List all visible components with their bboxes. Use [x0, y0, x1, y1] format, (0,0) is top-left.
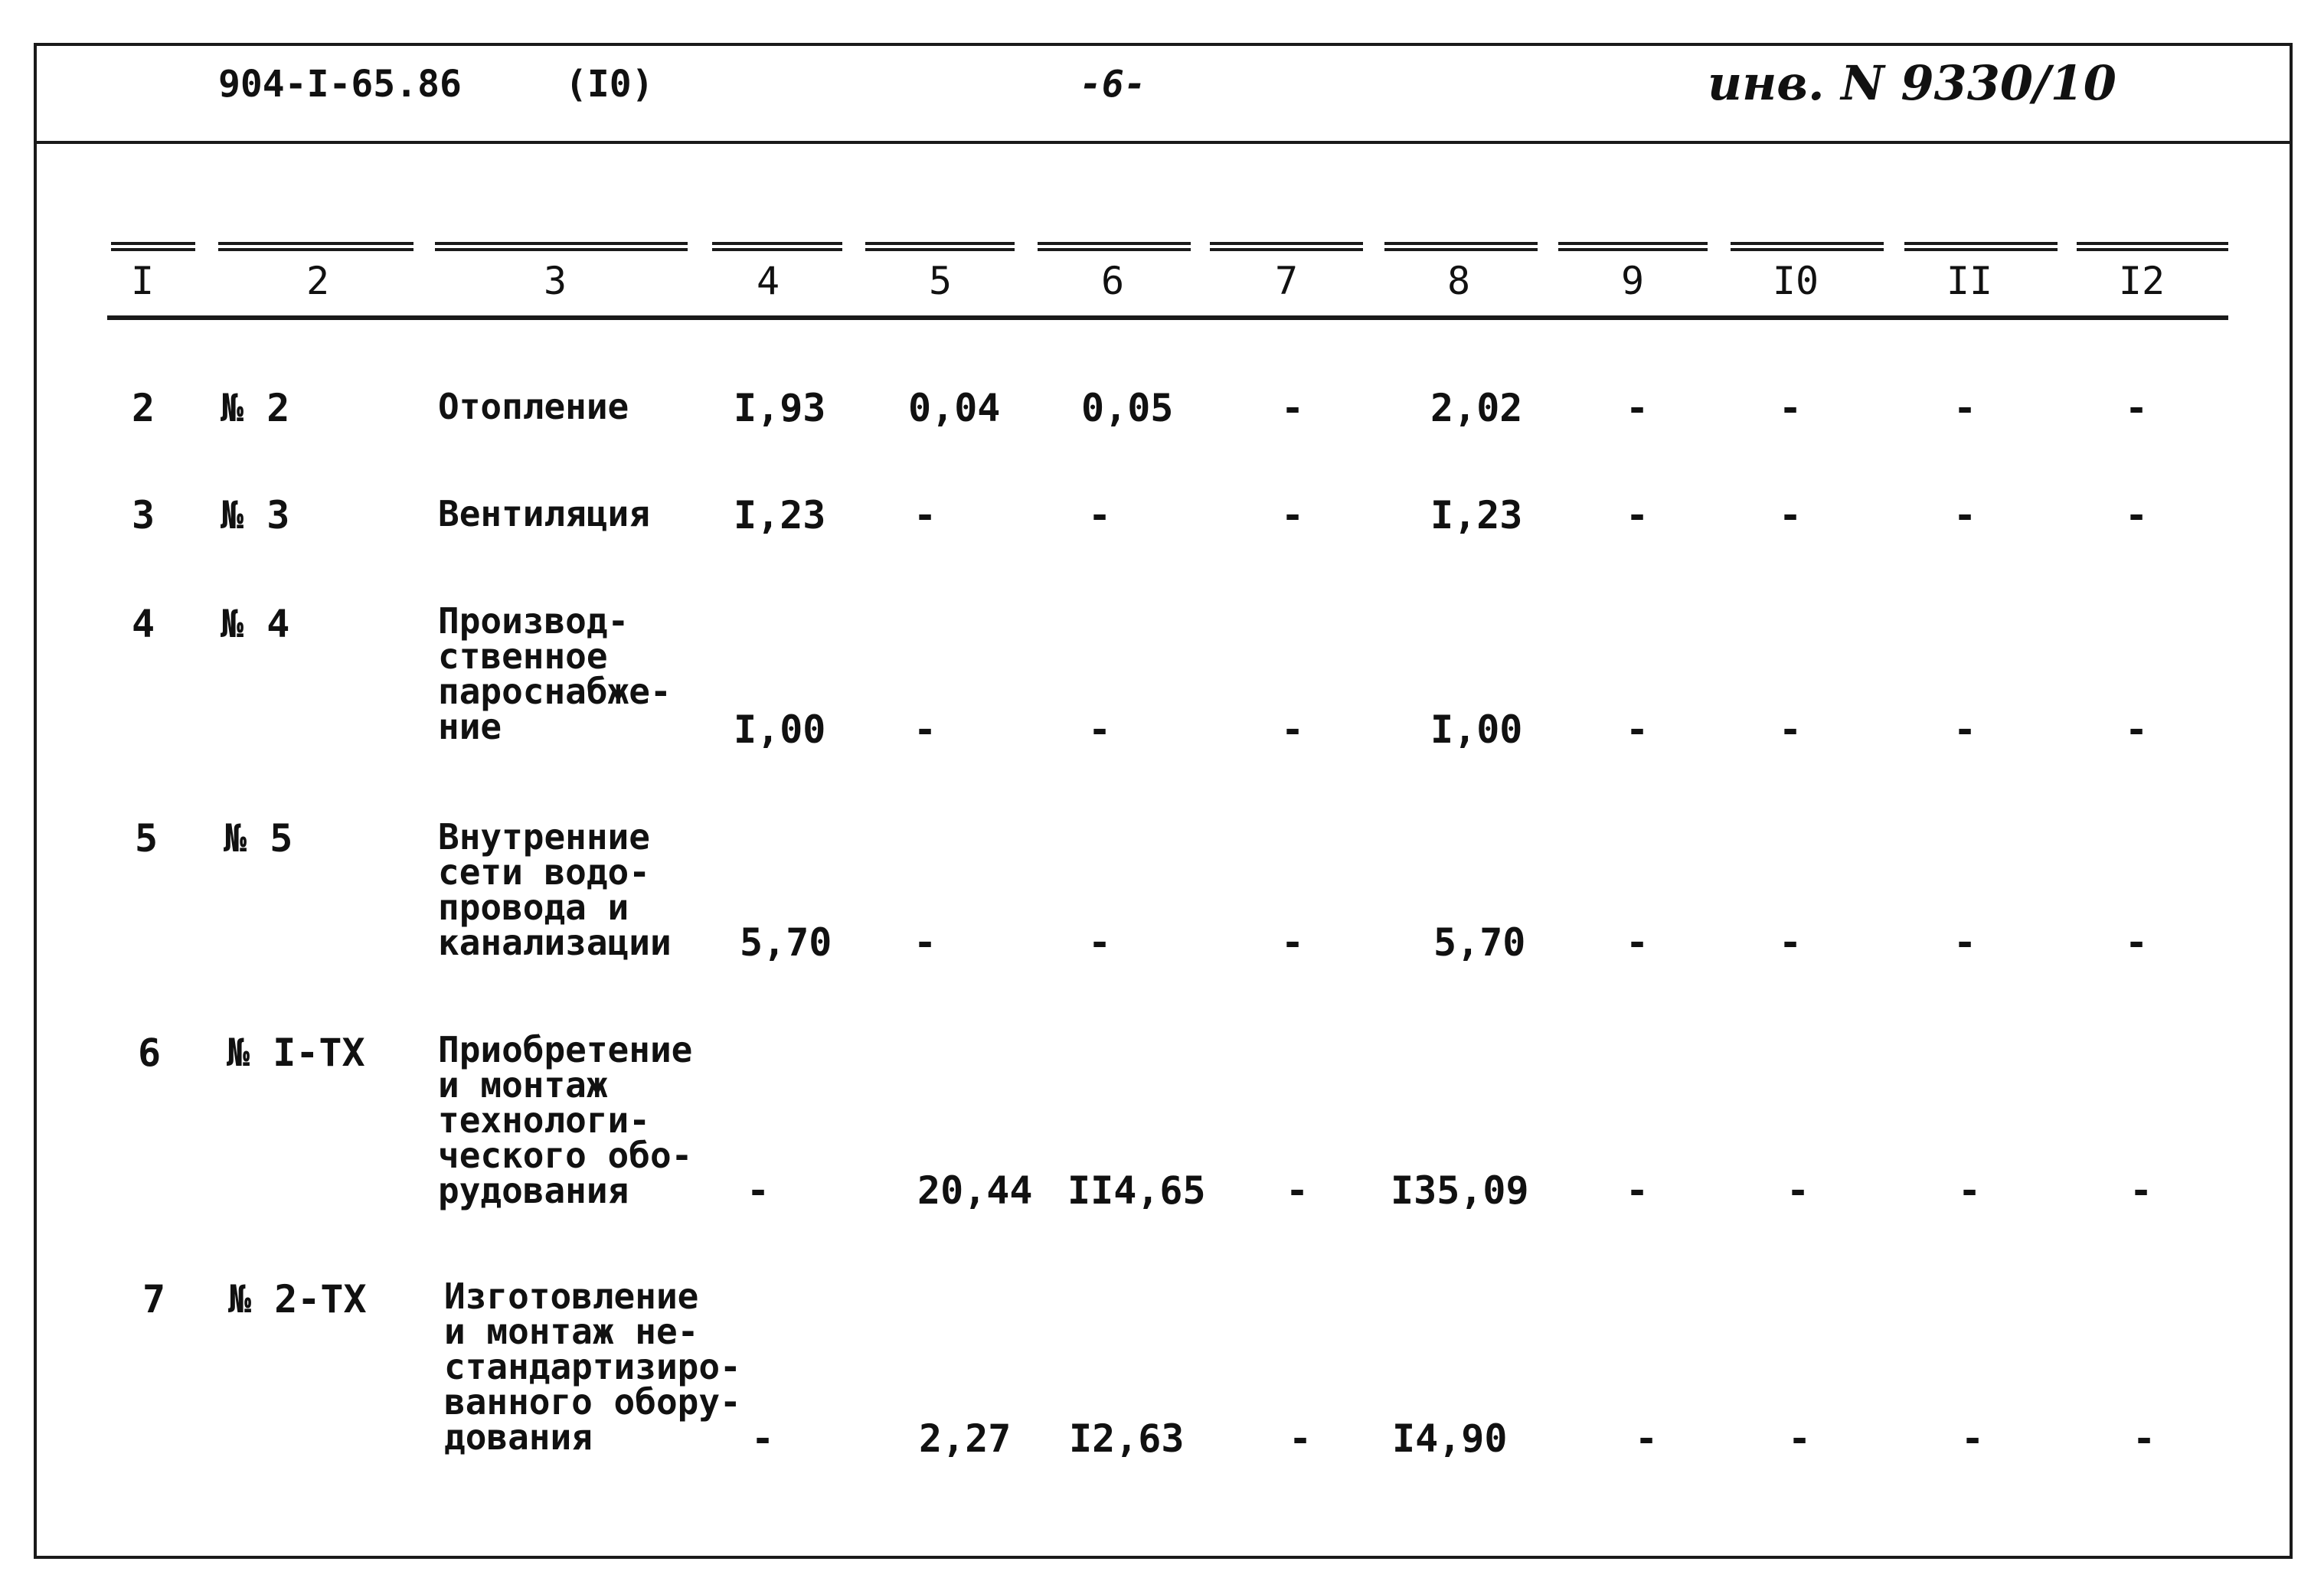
- cell-col11: -: [1953, 920, 1977, 965]
- cell-col12: -: [2124, 493, 2149, 537]
- cell-col11: -: [1953, 386, 1977, 430]
- column-top-rule: [435, 242, 688, 251]
- cell-col12: -: [2124, 920, 2149, 965]
- column-number: 8: [1446, 259, 1471, 303]
- cell-col5: 0,04: [908, 386, 1001, 430]
- row-code: № 5: [224, 816, 293, 861]
- row-code: № 3: [221, 493, 290, 537]
- column-top-rule: [1210, 242, 1363, 251]
- row-number: 3: [132, 493, 155, 537]
- column-top-rule: [712, 242, 842, 251]
- cell-col10: -: [1778, 920, 1803, 965]
- row-code: № 2-ТХ: [228, 1277, 367, 1321]
- cell-col6: -: [1087, 707, 1112, 752]
- row-code: № I-ТХ: [227, 1031, 365, 1075]
- cell-col8: 5,70: [1433, 920, 1526, 965]
- cell-col11: -: [1953, 707, 1977, 752]
- column-number: 2: [306, 259, 330, 303]
- cell-col9: -: [1625, 1168, 1649, 1213]
- row-code: № 4: [221, 602, 290, 646]
- cell-col10: -: [1786, 1168, 1810, 1213]
- column-top-rule: [1731, 242, 1884, 251]
- column-top-rule: [1904, 242, 2058, 251]
- cell-col6: -: [1087, 493, 1112, 537]
- cell-col11: -: [1960, 1416, 1985, 1461]
- cell-col12: -: [2129, 1168, 2153, 1213]
- cell-col8: I4,90: [1392, 1416, 1508, 1461]
- volume-number: (I0): [565, 63, 654, 106]
- cell-col6: II4,65: [1067, 1168, 1206, 1213]
- cell-col4: I,00: [734, 707, 826, 752]
- column-top-rule: [1384, 242, 1538, 251]
- cell-col9: -: [1625, 493, 1649, 537]
- cell-col12: -: [2132, 1416, 2156, 1461]
- header-divider: [34, 141, 2293, 144]
- cell-col8: 2,02: [1430, 386, 1523, 430]
- row-code: № 2: [221, 386, 290, 430]
- column-top-rule: [1558, 242, 1708, 251]
- column-top-rule: [2077, 242, 2228, 251]
- column-top-rule: [1038, 242, 1191, 251]
- cell-col10: -: [1787, 1416, 1812, 1461]
- cell-col6: I2,63: [1069, 1416, 1185, 1461]
- cell-col4: 5,70: [740, 920, 832, 965]
- cell-col4: -: [746, 1168, 770, 1213]
- cell-col8: I,00: [1430, 707, 1523, 752]
- row-number: 2: [132, 386, 155, 430]
- column-number: 7: [1274, 259, 1299, 303]
- cell-col7: -: [1280, 920, 1305, 965]
- column-number: II: [1946, 259, 1993, 303]
- row-number: 7: [142, 1277, 166, 1321]
- column-top-rule: [865, 242, 1015, 251]
- cell-col9: -: [1625, 386, 1649, 430]
- column-number: 4: [756, 259, 780, 303]
- row-number: 6: [138, 1031, 162, 1075]
- cell-col6: 0,05: [1081, 386, 1174, 430]
- column-number: I: [130, 259, 155, 303]
- cell-col5: -: [913, 707, 937, 752]
- document-code: 904-I-65.86: [218, 63, 462, 106]
- cell-col7: -: [1280, 386, 1305, 430]
- cell-col8: I35,09: [1391, 1168, 1529, 1213]
- column-number: 6: [1100, 259, 1125, 303]
- cell-col4: -: [750, 1416, 775, 1461]
- row-name: Вентиляция: [438, 493, 650, 534]
- inventory-number: инв. N 9330/10: [1708, 55, 2116, 111]
- cell-col10: -: [1778, 386, 1803, 430]
- cell-col9: -: [1625, 920, 1649, 965]
- row-name: Внутренние сети водо- провода и канализации: [438, 816, 672, 963]
- cell-col7: -: [1288, 1416, 1312, 1461]
- column-top-rule: [218, 242, 413, 251]
- column-number: I0: [1772, 259, 1819, 303]
- column-top-rule: [111, 242, 195, 251]
- cell-col7: -: [1280, 707, 1305, 752]
- row-number: 4: [132, 602, 155, 646]
- row-name: Изготовление и монтаж не- стандартизиро- ванного обору- дования: [444, 1276, 741, 1458]
- cell-col12: -: [2124, 707, 2149, 752]
- column-number: 9: [1620, 259, 1645, 303]
- row-name: Производ- ственное пароснабже- ние: [438, 600, 672, 747]
- cell-col9: -: [1634, 1416, 1659, 1461]
- column-header-rule: [107, 315, 2228, 320]
- cell-col7: -: [1280, 493, 1305, 537]
- cell-col4: I,23: [734, 493, 826, 537]
- column-number: 5: [928, 259, 953, 303]
- cell-col8: I,23: [1430, 493, 1523, 537]
- cell-col11: -: [1957, 1168, 1982, 1213]
- cell-col5: 20,44: [917, 1168, 1033, 1213]
- column-number: I2: [2118, 259, 2165, 303]
- cell-col5: -: [913, 920, 937, 965]
- cell-col12: -: [2124, 386, 2149, 430]
- row-number: 5: [135, 816, 159, 861]
- cell-col10: -: [1778, 493, 1803, 537]
- cell-col5: -: [913, 493, 937, 537]
- cell-col6: -: [1087, 920, 1112, 965]
- page-number: -6-: [1080, 63, 1146, 106]
- cell-col11: -: [1953, 493, 1977, 537]
- cell-col10: -: [1778, 707, 1803, 752]
- row-name: Отопление: [438, 386, 629, 427]
- cell-col4: I,93: [734, 386, 826, 430]
- column-number: 3: [543, 259, 567, 303]
- row-name: Приобретение и монтаж технологи- ческого обо- рудования: [438, 1029, 693, 1211]
- cell-col5: 2,27: [919, 1416, 1012, 1461]
- cell-col7: -: [1285, 1168, 1309, 1213]
- cell-col9: -: [1625, 707, 1649, 752]
